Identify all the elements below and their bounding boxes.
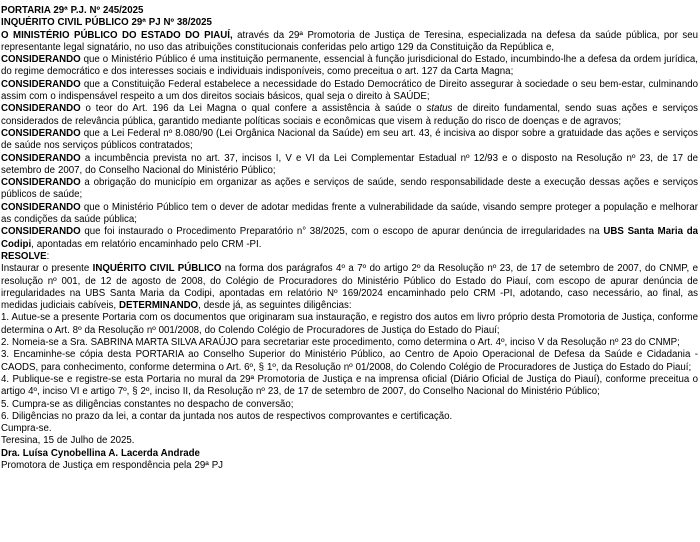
resolve [1,251,698,263]
text-segment: 4. Publique-se e registre-se esta Portaria no mural da 29ª Promotoria de Justiça e na imprensa oficial (Diário Oficial de Justiça do Piauí), conforme preceitua o artigo 4º, inciso VI e artigo 7º, § 2º, inciso II, da Resolução nº 23, de 17 de setembro de 2007, do Conselho Nacional do Ministério Público; [1,373,698,398]
text-segment: CONSIDERANDO [1,177,81,189]
text-segment: que a Lei Federal nº 8.080/90 (Lei Orgânica Nacional da Saúde) em seu art. 43, é incisiva ao dispor sobre a gratuidade das ações e serviços de saúde nos serviços públicos contratados; [1,127,698,152]
signature-name [1,448,698,460]
text-segment: Dra. Luísa Cynobellina A. Lacerda Andrade [1,447,200,459]
document-body [1,5,698,472]
text-segment: CONSIDERANDO [1,152,81,164]
text-segment: CONSIDERANDO [1,54,81,66]
text-segment: CONSIDERANDO [1,201,81,213]
heading-portaria [1,5,698,17]
text-segment: CONSIDERANDO [1,226,81,238]
considerando-1 [1,54,698,79]
text-segment: DETERMINANDO [118,300,199,312]
text-segment: 1. Autue-se a presente Portaria com os documentos que originaram sua instauração, e registro dos autos em livro próprio desta Promotoria de Justiça, conforme determina o Art. 8º da Resolução nº 001/2008, do Colendo Colégio de Procuradores de Justiça do Estado do Piauí; [1,312,698,336]
text-segment: 2. Nomeia-se a Sra. SABRINA MARTA SILVA ARAÚJO para secretariar este procedimento, como determina o Art. 4º, inciso V da Resolução nº 23 do CNMP; [1,337,680,349]
diligencia-6 [1,411,698,423]
text-segment: 3. Encaminhe-se cópia desta PORTARIA ao Conselho Superior do Ministério Público, ao Centro de Apoio Operacional de Defesa da Saúde e Cidadania - CAODS, para conhecimento, conforme determina o Art. 6º, § 1º, da Resolução nº 01/2008, do Colendo Colégio de Procuradores de Justiça do Estado do Piauí; [1,349,698,373]
text-segment: RESOLVE [1,250,47,262]
diligencia-3 [1,349,698,374]
text-segment: , desde já, as seguintes diligências: [198,300,352,312]
text-segment: Cumpra-se. [1,423,52,435]
text-segment: , apontadas em relatório encaminhado pelo CRM -PI. [31,238,262,250]
text-segment: PORTARIA 29ª P.J. Nº 245/2025 [1,5,144,16]
considerando-3 [1,103,698,128]
cumpra-se [1,423,698,435]
heading-inquerito [1,17,698,29]
text-segment: que a Constituição Federal estabelece a necessidade do Estado Democrático de Direito assegurar à sociedade o seu bem-estar, culminando assim com o indispensável respeito a um dos direitos sociais básicos, qual seja o direito à SAÚDE; [1,78,698,103]
preamble [1,30,698,55]
instaurar [1,263,698,312]
text-segment: CONSIDERANDO [1,127,81,139]
text-segment: que o Ministério Público é uma instituição permanente, essencial à função jurisdicional do Estado, incumbindo-lhe a defesa da ordem jurídica, do regime democrático e dos interesses sociais e individuais indisponíveis, como preceitua o art. 127 da Carta Magna; [1,54,698,78]
text-segment: Teresina, 15 de Julho de 2025. [1,435,135,447]
text-segment: O MINISTÉRIO PÚBLICO DO ESTADO DO PIAUÍ, [1,29,233,41]
date-place [1,435,698,447]
text-segment: UBS Santa Maria da Codipi [1,226,698,250]
text-segment: : [46,250,50,262]
diligencia-5 [1,399,698,411]
considerando-7 [1,202,698,227]
diligencia-1 [1,312,698,337]
text-segment: a obrigação do município em organizar as ações e serviços de saúde, sendo responsabilidade deste a execução dessas ações e serviços públicos de saúde; [1,177,698,201]
text-segment: CONSIDERANDO [1,103,81,115]
text-segment: 6. Diligências no prazo da lei, a contar da juntada nos autos de respectivos comprovantes e certificação. [1,410,453,422]
text-segment: que foi instaurado o Procedimento Preparatório n° 38/2025, com o escopo de apurar denúncia de irregularidades na [80,226,604,238]
diligencia-4 [1,374,698,399]
text-segment: o teor do Art. 196 da Lei Magna o qual confere a assistência à saúde o [80,103,427,115]
considerando-2 [1,79,698,104]
text-segment: CONSIDERANDO [1,78,81,90]
text-segment: status [426,103,453,115]
text-segment: INQUÉRITO CIVIL PÚBLICO [92,263,222,275]
text-segment: INQUÉRITO CIVIL PÚBLICO 29ª PJ Nº 38/2025 [1,17,212,29]
text-segment: Instaurar o presente [1,263,93,275]
text-segment: que o Ministério Público tem o dever de adotar medidas frente a vulnerabilidade da saúde, visando sempre proteger a população e melhorar as condições da saúde pública; [1,201,698,226]
text-segment: Promotora de Justiça em respondência pela 29ª PJ [1,459,223,471]
text-segment: a incumbência prevista no art. 37, incisos I, V e VI da Lei Complementar Estadual nº 12/93 e o disposto na Resolução nº 23, de 17 de setembro de 2007, do Conselho Nacional do Ministério Público; [1,152,698,176]
considerando-6 [1,177,698,202]
diligencia-2 [1,337,698,349]
text-segment: na forma dos parágrafos 4º a 7º do artigo 2º da Resolução nº 23, de 17 de setembro de 2007, do CNMP, e resolução nº 001, de 12 de agosto de 2008, do Colégio de Procuradores do Ministério Público do Estado do Piauí, com escopo de apurar denúncia de irregularidades na UBS Santa Maria da Codipi, apontadas em relatório Nº 169/2024 encaminhado pelo CRM -PI, adotando, caso necessário, ao final, as medidas judiciais cabíveis, [1,263,699,312]
considerando-5 [1,153,698,178]
text-segment: de direito fundamental, sendo suas ações e serviços considerados de relevância pública, garantido mediante políticas sociais e econômicas que visem à redução do risco de doenças e de agravos; [1,103,698,127]
considerando-8 [1,226,698,251]
signature-role [1,460,698,472]
text-segment: através da 29ª Promotoria de Justiça de Teresina, especializada na defesa da saúde pública, por seu representante legal signatário, no uso das atribuições constitucionais conferidas pelo artigo 129 da Constituição da República e, [1,29,699,53]
considerando-4 [1,128,698,153]
text-segment: 5. Cumpra-se as diligências constantes no despacho de conversão; [1,398,294,410]
